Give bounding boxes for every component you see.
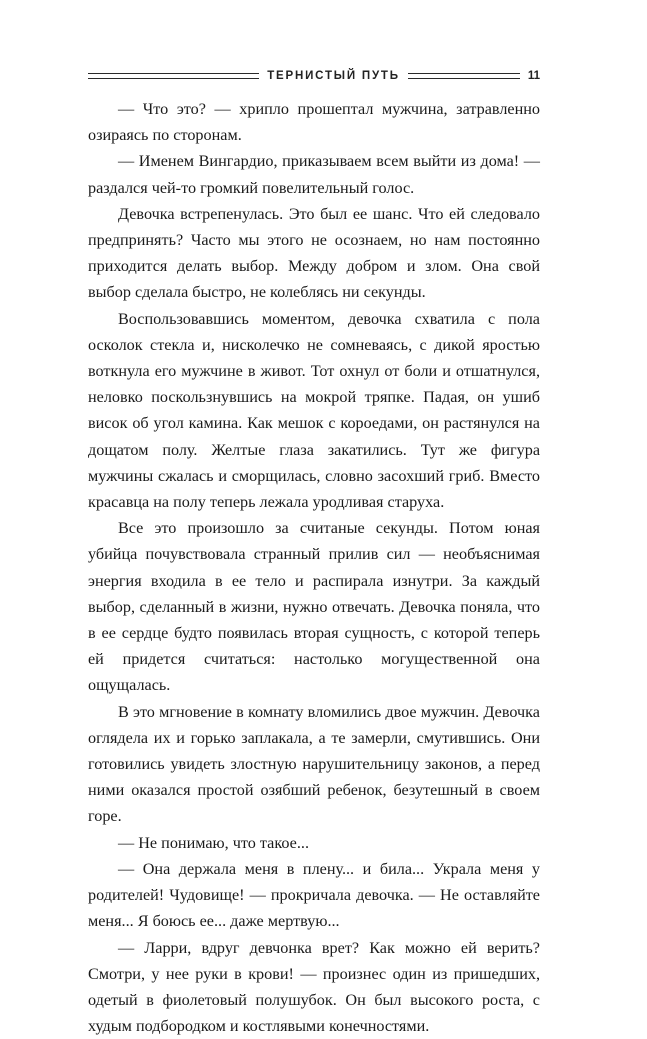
paragraph: Девочка встрепенулась. Это был ее шанс. Что ей следовало предпринять? Часто мы этого не осознаем, но нам постоянно приходится делать выбор. Между добром и злом. Она свой выбор сделала быстро, не колеблясь ни секунды. bbox=[88, 201, 540, 306]
paragraph: Воспользовавшись моментом, девочка схватила с пола осколок стекла и, нисколечко не сомневаясь, с дикой яростью воткнула его мужчине в живот. Тот охнул от боли и отшатнулся, неловко поскользнувшись на мокрой тряпке. Падая, он ушиб висок об угол камина. Как мешок с короедами, он растянулся на дощатом полу. Желтые глаза закатились. Тут же фигура мужчины сжалась и сморщилась, словно засохший гриб. Вместо красавца на полу теперь лежала уродливая старуха. bbox=[88, 306, 540, 516]
paragraph: — Ларри, вдруг девчонка врет? Как можно ей верить? Смотри, у нее руки в крови! — произнес один из пришедших, одетый в фиолетовый полушубок. Он был высокого роста, с худым подбородком и костлявыми конечностями. bbox=[88, 935, 540, 1039]
header-rule-left bbox=[88, 73, 259, 79]
paragraph: — Она держала меня в плену... и била... Украла меня у родителей! Чудовище! — прокричала девочка. — Не оставляйте меня... Я боюсь ее... даже мертвую... bbox=[88, 856, 540, 935]
running-title: ТЕРНИСТЫЙ ПУТЬ bbox=[259, 70, 408, 82]
paragraph: — Именем Вингардио, приказываем всем выйти из дома! — раздался чей-то громкий повелительный голос. bbox=[88, 148, 540, 200]
body-text bbox=[88, 96, 540, 1039]
paragraph: — Не понимаю, что такое... bbox=[88, 830, 540, 856]
paragraph: Все это произошло за считаные секунды. Потом юная убийца почувствовала странный прилив сил — необъяснимая энергия входила в ее тело и распирала изнутри. За каждый выбор, сделанный в жизни, нужно отвечать. Девочка поняла, что в ее сердце будто появилась вторая сущность, с которой теперь ей придется считаться: настолько могущественной она ощущалась. bbox=[88, 515, 540, 698]
page-number: 11 bbox=[520, 70, 540, 82]
paragraph: — Что это? — хрипло прошептал мужчина, затравленно озираясь по сторонам. bbox=[88, 96, 540, 148]
running-header bbox=[88, 62, 540, 90]
paragraph: В это мгновение в комнату вломились двое мужчин. Девочка оглядела их и горько заплакала, а те замерли, смутившись. Они готовились увидеть злостную нарушительницу законов, а перед ними оказался простой озябший ребенок, безутешный в своем горе. bbox=[88, 699, 540, 830]
header-rule-right bbox=[408, 73, 520, 79]
